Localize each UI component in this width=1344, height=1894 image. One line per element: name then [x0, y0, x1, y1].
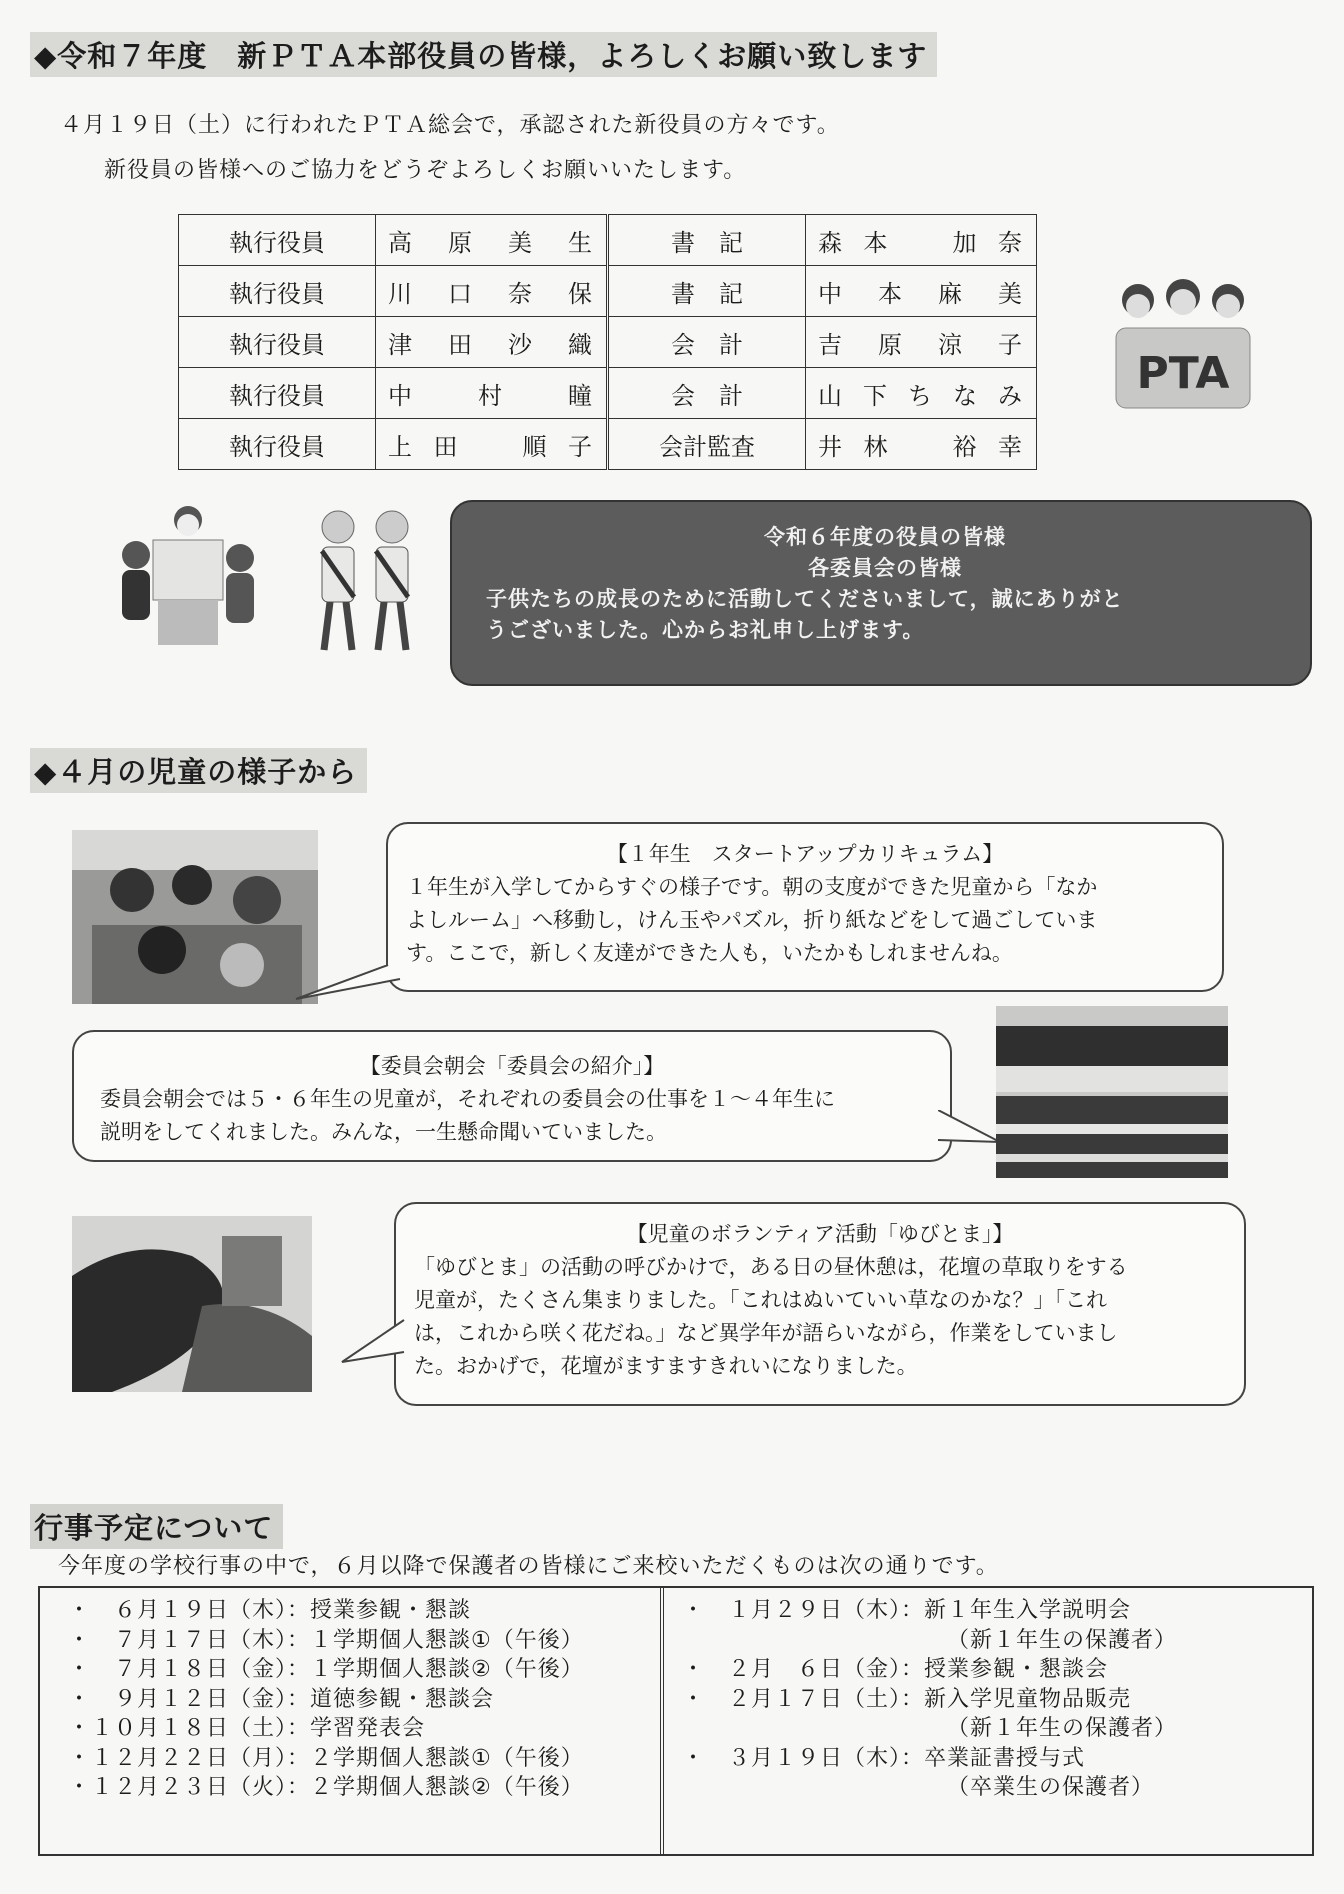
event-item: ・ ９月１２日（金）：道徳参観・懇談会 — [68, 1686, 495, 1712]
event-item: ・ ６月１９日（木）：授業参観・懇談 — [68, 1598, 472, 1623]
name-char: 沙 — [508, 330, 534, 359]
officer-role-left: 執行役員 — [179, 266, 376, 317]
name-char: 加 — [952, 228, 979, 257]
volunteer-weeding-photo — [72, 1216, 312, 1392]
first-grade-line-2: よしルーム」へ移動し，けん玉やパズル，折り紙などをして過ごしていま — [406, 908, 1098, 932]
pta-badge-illustration — [1108, 270, 1258, 420]
officer-row — [179, 266, 1037, 317]
officer-name-right — [806, 368, 1037, 419]
thanks-line-1: 令和６年度の役員の皆様 — [764, 525, 1006, 549]
name-char — [479, 427, 503, 462]
first-grade-line-1: １年生が入学してからすぐの様子です。朝の支度ができた児童から「なか — [406, 875, 1098, 899]
volunteer-line-4: た。おかげで，花壇がますますきれいになりました。 — [414, 1354, 918, 1378]
name-char: 上 — [388, 432, 414, 461]
name-char: 美 — [508, 228, 534, 257]
events-section-title: 行事予定について — [30, 1504, 283, 1549]
officer-name-left — [376, 215, 608, 266]
thanks-line-3: 子供たちの成長のために活動してくださいまして，誠にありがと — [486, 587, 1124, 611]
event-item: ・ ２月 ６日（金）：授業参観・懇談会 — [682, 1657, 1109, 1682]
pta-section-title: ◆令和７年度 新ＰＴＡ本部役員の皆様，よろしくお願い致します — [30, 32, 937, 77]
officer-row — [179, 419, 1037, 470]
name-char: 美 — [998, 279, 1024, 308]
name-char: 保 — [568, 279, 594, 308]
name-char: 中 — [388, 381, 414, 410]
april-section-title: ◆４月の児童の様子から — [30, 748, 367, 793]
event-item: ・ ７月１８日（金）：１学期個人懇談②（午後） — [68, 1657, 584, 1682]
meeting-illustration — [118, 500, 258, 650]
officer-role-left: 執行役員 — [179, 419, 376, 470]
volunteer-bubble-title: 【児童のボランティア活動「ゆびとま」】 — [626, 1222, 1014, 1246]
pta-intro-line-1: ４月１９日（土）に行われたＰＴＡ総会で，承認された新役員の方々です。 — [60, 113, 840, 138]
event-item-note: （卒業生の保護者） — [682, 1775, 1155, 1800]
officer-role-right: 会 計 — [608, 317, 806, 368]
officer-row — [179, 317, 1037, 368]
name-char: 本 — [863, 228, 890, 257]
event-item: ・１２月２２日（月）：２学期個人懇談①（午後） — [68, 1745, 584, 1771]
officer-name-right — [806, 215, 1037, 266]
pta-intro-line-2: 新役員の皆様へのご協力をどうぞよろしくお願いいたします。 — [104, 158, 747, 183]
name-char: 原 — [878, 330, 904, 359]
name-char: 奈 — [508, 279, 534, 308]
name-char: 井 — [818, 432, 844, 461]
pta-badge-text: PTA — [1136, 348, 1230, 399]
schedule-divider — [660, 1588, 664, 1854]
officer-role-right: 会計監査 — [608, 419, 806, 470]
name-char: 口 — [448, 279, 474, 308]
name-char: 子 — [568, 432, 594, 461]
name-char: 織 — [568, 330, 594, 359]
volunteer-bubble-tail — [340, 1318, 410, 1368]
event-item: ・ ２月１７日（土）：新入学児童物品販売 — [682, 1686, 1132, 1712]
name-char: な — [953, 381, 979, 410]
name-char: み — [998, 381, 1024, 410]
name-char — [434, 376, 458, 411]
name-char: 森 — [818, 228, 844, 257]
name-char: 川 — [388, 279, 414, 308]
volunteer-line-2: 児童が，たくさん集まりました。「これはぬいていい草なのかな？」「これ — [414, 1288, 1107, 1312]
name-char: 吉 — [818, 330, 844, 359]
officer-row — [179, 215, 1037, 266]
name-char: 山 — [818, 381, 844, 410]
officers-table — [178, 214, 1037, 470]
name-char: 幸 — [998, 432, 1024, 461]
name-char: 下 — [863, 381, 889, 410]
event-item: ・ ３月１９日（木）：卒業証書授与式 — [682, 1745, 1086, 1771]
volunteer-bubble — [394, 1202, 1246, 1406]
name-char: ち — [908, 381, 934, 410]
name-char: 順 — [522, 432, 549, 461]
officer-row — [179, 368, 1037, 419]
name-char: 子 — [998, 330, 1024, 359]
schedule-left-column — [68, 1596, 584, 1803]
volunteer-line-3: は，これから咲く花だね。」など異学年が語らいながら，作業をしていまし — [414, 1321, 1118, 1345]
name-char: 本 — [878, 279, 904, 308]
thanks-message-box — [450, 500, 1312, 686]
committee-bubble — [72, 1030, 952, 1162]
first-grade-bubble-tail — [292, 965, 402, 1005]
officer-name-right — [806, 266, 1037, 317]
officer-name-left — [376, 368, 608, 419]
name-char: 原 — [448, 228, 474, 257]
volunteer-line-1: 「ゆびとま」の活動の呼びかけで，ある日の昼休憩は，花壇の草取りをする — [414, 1255, 1128, 1279]
committee-line-2: 説明をしてくれました。みんな，一生懸命聞いていました。 — [100, 1120, 667, 1144]
name-char: 生 — [568, 228, 594, 257]
event-item: ・１０月１８日（土）：学習発表会 — [68, 1716, 426, 1741]
name-char — [909, 223, 933, 258]
thanks-line-2: 各委員会の皆様 — [808, 556, 962, 580]
first-grade-line-3: す。ここで，新しく友達ができた人も，いたかもしれませんね。 — [406, 941, 1013, 965]
name-char: 裕 — [952, 432, 979, 461]
event-item: ・１２月２３日（火）：２学期個人懇談②（午後） — [68, 1775, 584, 1800]
officer-name-left — [376, 419, 608, 470]
name-char: 涼 — [938, 330, 964, 359]
officer-role-left: 執行役員 — [179, 215, 376, 266]
events-schedule-box — [38, 1586, 1314, 1856]
officer-role-right: 書 記 — [608, 215, 806, 266]
event-item-note: （新１年生の保護者） — [682, 1716, 1178, 1741]
officer-name-left — [376, 266, 608, 317]
first-grade-bubble — [386, 822, 1224, 992]
name-char: 田 — [448, 330, 474, 359]
events-intro: 今年度の学校行事の中で，６月以降で保護者の皆様にご来校いただくものは次の通りです。 — [58, 1554, 999, 1579]
name-char — [909, 427, 933, 462]
event-item-note: （新１年生の保護者） — [682, 1627, 1178, 1653]
event-item: ・ １月２９日（木）：新１年生入学説明会 — [682, 1598, 1132, 1623]
officer-role-left: 執行役員 — [179, 317, 376, 368]
name-char: 高 — [388, 228, 414, 257]
committee-bubble-title: 【委員会朝会「委員会の紹介」】 — [359, 1054, 665, 1078]
name-char: 田 — [433, 432, 460, 461]
officer-role-right: 書 記 — [608, 266, 806, 317]
officer-role-right: 会 計 — [608, 368, 806, 419]
first-grade-photo — [72, 830, 318, 1004]
name-char: 麻 — [938, 279, 964, 308]
committee-line-1: 委員会朝会では５・６年生の児童が，それぞれの委員会の仕事を１～４年生に — [100, 1087, 835, 1111]
officer-role-left: 執行役員 — [179, 368, 376, 419]
event-item: ・ ７月１７日（木）：１学期個人懇談①（午後） — [68, 1627, 584, 1653]
officer-name-right — [806, 419, 1037, 470]
officer-name-left — [376, 317, 608, 368]
name-char: 津 — [388, 330, 414, 359]
officer-name-right — [806, 317, 1037, 368]
name-char: 瞳 — [568, 381, 594, 410]
greeters-illustration — [300, 505, 430, 655]
committee-assembly-photo — [996, 1006, 1228, 1178]
name-char — [524, 376, 548, 411]
name-char: 林 — [863, 432, 890, 461]
name-char: 村 — [478, 381, 504, 410]
name-char: 奈 — [998, 228, 1024, 257]
name-char: 中 — [818, 279, 844, 308]
schedule-right-column — [682, 1596, 1177, 1803]
first-grade-bubble-title: 【１年生 スタートアップカリキュラム】 — [606, 842, 1004, 866]
thanks-line-4: うございました。心からお礼申し上げます。 — [486, 618, 925, 642]
